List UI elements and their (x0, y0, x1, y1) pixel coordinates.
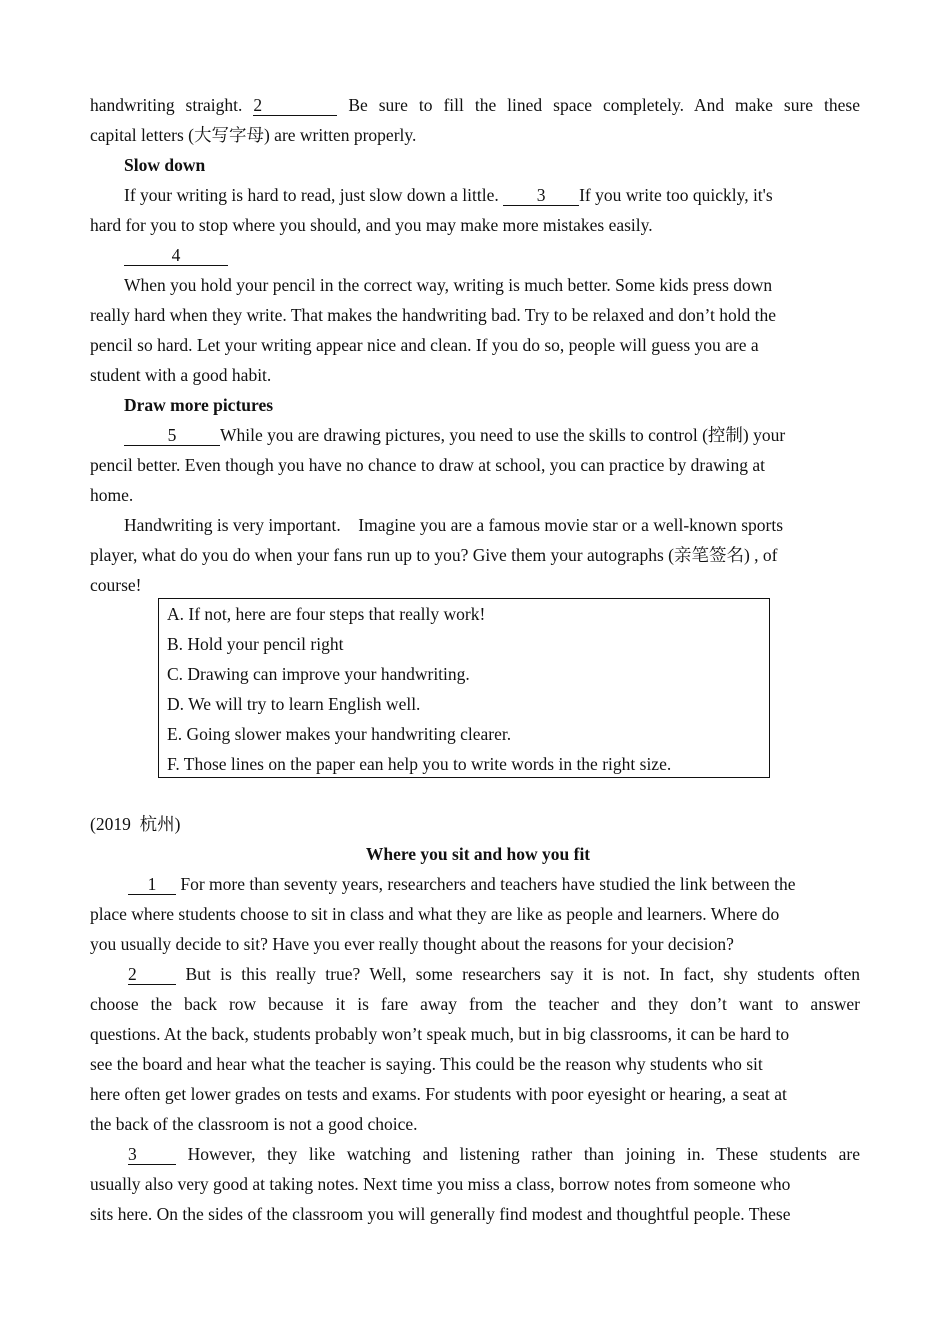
text-line: hard for you to stop where you should, and you may make more mistakes easily. (90, 215, 653, 235)
text-segment: If your writing is hard to read, just slow down a little. (124, 185, 499, 205)
section-heading-draw-more-pictures: Draw more pictures (124, 395, 274, 415)
options-box (158, 598, 770, 778)
text-line: sits here. On the sides of the classroom you will generally find modest and thoughtful people. These (90, 1204, 791, 1224)
answer-blank-2b[interactable]: 2 (128, 964, 176, 985)
option-f: F. Those lines on the paper ean help you to write words in the right size. (167, 754, 672, 774)
option-b: B. Hold your pencil right (167, 634, 344, 654)
text-line: usually also very good at taking notes. Next time you miss a class, borrow notes from someone who (90, 1174, 791, 1194)
text-line: place where students choose to sit in class and what they are like as people and learners. Where do (90, 904, 780, 924)
answer-blank-3[interactable]: 3 (503, 185, 579, 206)
option-c: C. Drawing can improve your handwriting. (167, 664, 470, 684)
text-line: questions. At the back, students probably won’t speak much, but in big classrooms, it can be hard to (90, 1024, 790, 1044)
text-segment: handwriting straight. (90, 95, 243, 115)
text-line (90, 90, 860, 120)
answer-blank-2[interactable]: 2 (253, 95, 337, 116)
passage-title: Where you sit and how you fit (365, 844, 591, 864)
text-line (124, 420, 860, 450)
text-line (128, 959, 860, 989)
text-segment: For more than seventy years, researchers and teachers have studied the link between the (180, 874, 796, 894)
text-line (128, 869, 870, 899)
text-segment: If you write too quickly, it's (579, 185, 773, 205)
text-line (124, 180, 860, 210)
text-line: player, what do you do when your fans run up to you? Give them your autographs (亲笔签名) , of (90, 545, 778, 565)
text-line: pencil better. Even though you have no chance to draw at school, you can practice by drawing at (90, 455, 765, 475)
option-d: D. We will try to learn English well. (167, 694, 421, 714)
text-line (124, 240, 860, 270)
text-line: Handwriting is very important. Imagine you are a famous movie star or a well-known sports (124, 515, 784, 535)
answer-blank-5[interactable]: 5 (124, 425, 220, 446)
text-line: student with a good habit. (90, 365, 272, 385)
text-line: choose the back row because it is fare away from the teacher and they don’t want to answer (90, 994, 860, 1014)
option-a: A. If not, here are four steps that really work! (167, 604, 486, 624)
text-line (128, 1139, 860, 1169)
text-segment: While you are drawing pictures, you need to use the skills to control (控制) your (220, 425, 786, 445)
text-line: the back of the classroom is not a good choice. (90, 1114, 418, 1134)
text-line: course! (90, 575, 142, 595)
text-line: When you hold your pencil in the correct way, writing is much better. Some kids press down (124, 275, 773, 295)
answer-blank-3b[interactable]: 3 (128, 1144, 176, 1165)
text-segment: But is this really true? Well, some researchers say it is not. In fact, shy students often (185, 964, 860, 984)
text-line: see the board and hear what the teacher is saying. This could be the reason why students who sit (90, 1054, 763, 1074)
answer-blank-4[interactable]: 4 (124, 245, 228, 266)
source-label: (2019 杭州) (90, 814, 181, 834)
text-line: capital letters (大写字母) are written properly. (90, 125, 417, 145)
option-e: E. Going slower makes your handwriting clearer. (167, 724, 512, 744)
text-line: home. (90, 485, 134, 505)
text-line: you usually decide to sit? Have you ever really thought about the reasons for your decision? (90, 934, 734, 954)
text-segment: Be sure to fill the lined space completely. And make sure these (348, 95, 860, 115)
text-segment: However, they like watching and listening rather than joining in. These students are (187, 1144, 861, 1164)
text-line: really hard when they write. That makes the handwriting bad. Try to be relaxed and don’t hold the (90, 305, 777, 325)
section-heading-slow-down: Slow down (124, 155, 206, 175)
answer-blank-1[interactable]: 1 (128, 874, 176, 895)
text-line: here often get lower grades on tests and exams. For students with poor eyesight or hearing, a seat at (90, 1084, 787, 1104)
text-line: pencil so hard. Let your writing appear nice and clean. If you do so, people will guess you are a (90, 335, 759, 355)
